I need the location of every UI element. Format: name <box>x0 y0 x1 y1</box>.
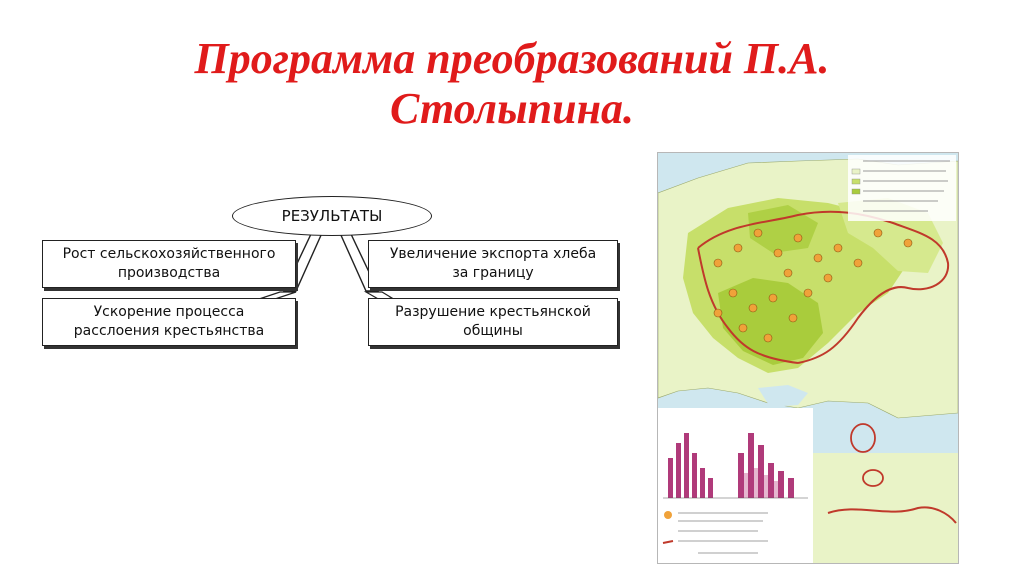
results-diagram <box>40 192 620 352</box>
result-box-export: Увеличение экспорта хлеба за границу <box>368 240 618 288</box>
slide-title <box>0 34 1024 134</box>
result-box-agriculture: Рост сельскохозяйственного производства <box>42 240 296 288</box>
stolypin-reform-map <box>657 152 959 564</box>
result-box-community: Разрушение крестьянской общины <box>368 298 618 346</box>
map-illustration <box>658 153 958 563</box>
result-box-stratification: Ускорение процесса расслоения крестьянства <box>42 298 296 346</box>
slide-title-line-1: Программа преобразований П.А. <box>194 34 830 83</box>
slide-title-line-2: Столыпина. <box>390 84 634 133</box>
results-oval: РЕЗУЛЬТАТЫ <box>232 196 432 236</box>
